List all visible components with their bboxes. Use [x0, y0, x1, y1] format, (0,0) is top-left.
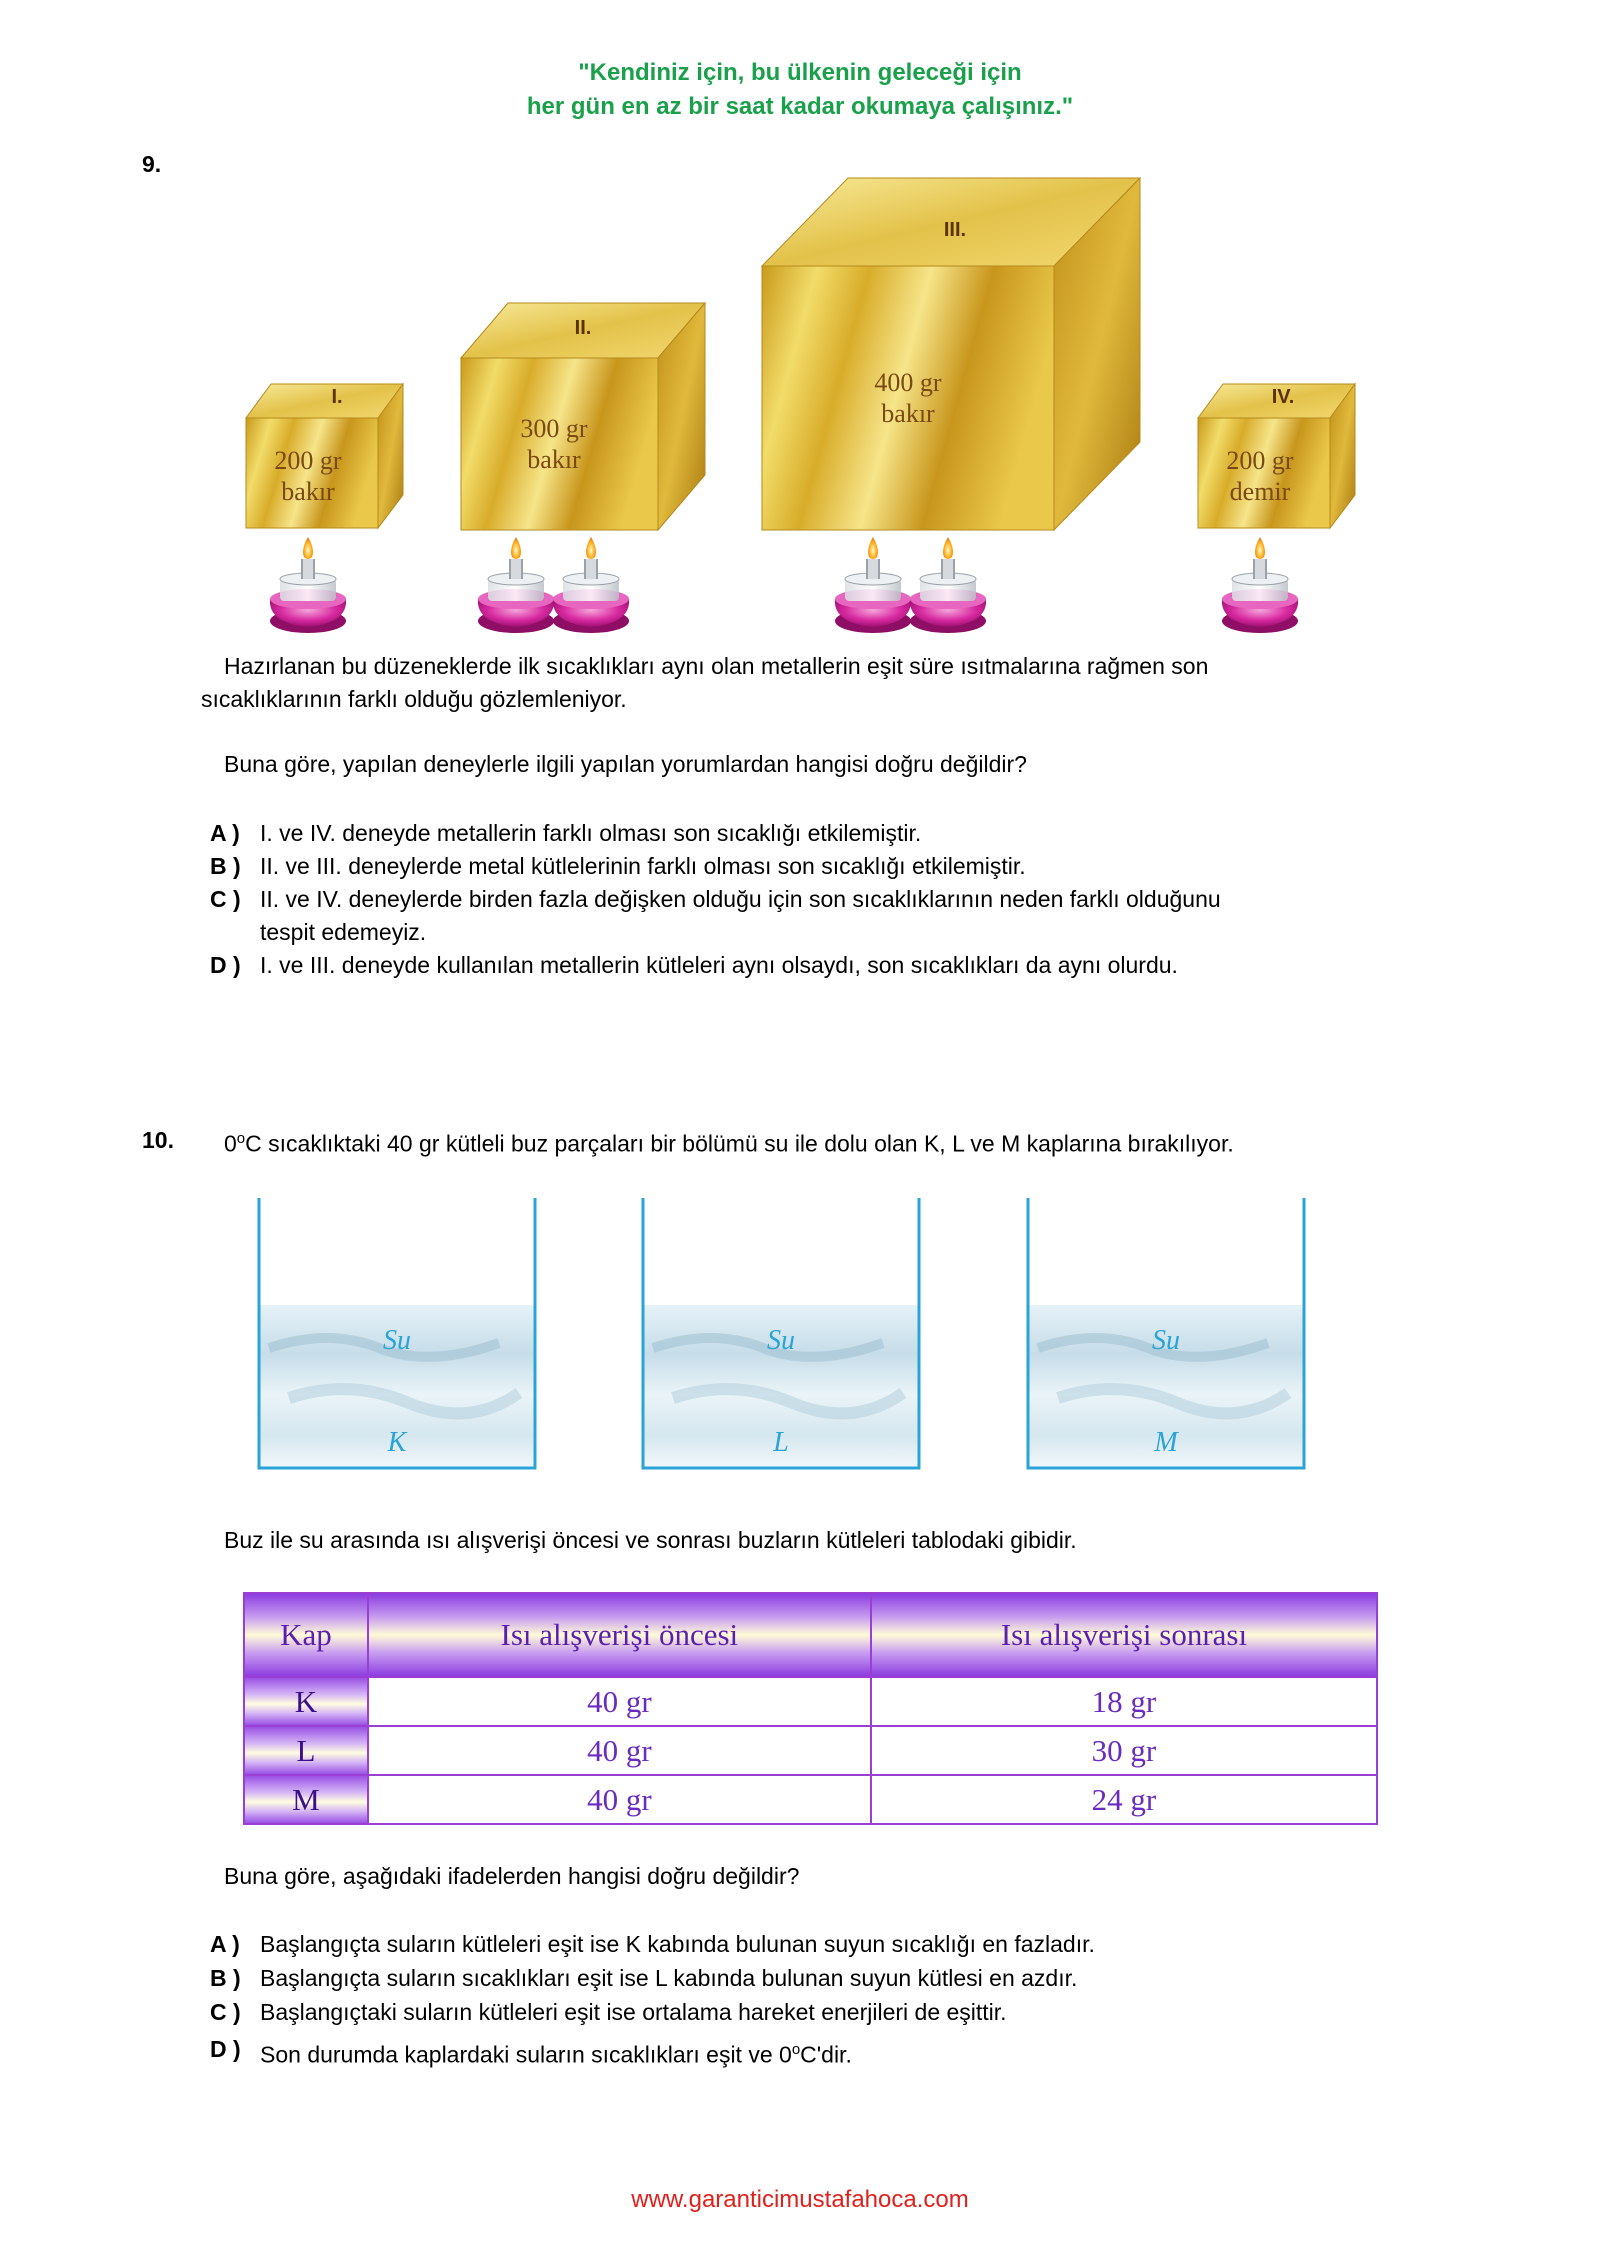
- table-row: [244, 1726, 1377, 1775]
- cube-3-mass: 400 gr: [874, 368, 942, 397]
- table-cell: 40 gr: [368, 1677, 871, 1726]
- q10-table-intro: Buz ile su arasında ısı alışverişi öncesi ve sonrası buzların kütleleri tablodaki gibidir.: [224, 1527, 1077, 1553]
- option-letter: C ): [210, 1999, 241, 2025]
- table-cell: 30 gr: [871, 1726, 1377, 1775]
- option-text: II. ve III. deneylerde metal kütlelerinin farklı olması son sıcaklığı etkilemiştir.: [260, 853, 1026, 879]
- table-row: [244, 1677, 1377, 1726]
- cube-2-roman: II.: [574, 317, 592, 339]
- cube-3-metal: bakır: [881, 399, 935, 428]
- question-9-number: 9.: [142, 151, 162, 177]
- burner-3b: [910, 537, 986, 633]
- q10-beakers-figure: [0, 1180, 1600, 1500]
- table-header-cell: Isı alışverişi öncesi: [368, 1593, 871, 1677]
- ice-mass-table: [243, 1592, 1378, 1825]
- cube-1-metal: bakır: [281, 477, 335, 506]
- option-letter: D ): [210, 2036, 241, 2062]
- table-cell: L: [244, 1726, 368, 1775]
- table-cell: M: [244, 1775, 368, 1824]
- cube-3-roman: III.: [943, 219, 967, 241]
- beaker-l-water-label: Su: [767, 1325, 795, 1356]
- option-text-continued: tespit edemeyiz.: [260, 919, 427, 945]
- table-cell: 18 gr: [871, 1677, 1377, 1726]
- cube-4-roman: IV.: [1271, 386, 1295, 408]
- beaker-l: [643, 1198, 919, 1468]
- option-text: Başlangıçta suların sıcaklıkları eşit ise L kabında bulunan suyun kütlesi en azdır.: [260, 1965, 1078, 1991]
- q9-stem-line-1: Hazırlanan bu düzeneklerde ilk sıcaklıkları aynı olan metallerin eşit süre ısıtmalarına rağmen son: [224, 653, 1209, 679]
- table-row: [244, 1775, 1377, 1824]
- option-text: I. ve III. deneyde kullanılan metallerin kütleleri aynı olsaydı, son sıcaklıkları da aynı olurdu.: [260, 952, 1178, 978]
- beaker-k: [259, 1198, 535, 1468]
- option-text: I. ve IV. deneyde metallerin farklı olması son sıcaklığı etkilemiştir.: [260, 820, 922, 846]
- cube-4: [1198, 384, 1355, 528]
- beaker-m-water-label: Su: [1152, 1325, 1180, 1356]
- table-cell: 40 gr: [368, 1726, 871, 1775]
- table-header-row: [244, 1593, 1377, 1677]
- burner-1: [270, 537, 346, 633]
- cube-4-metal: demir: [1229, 477, 1291, 506]
- cube-3: [762, 178, 1140, 530]
- q9-stem-line-2: sıcaklıklarının farklı olduğu gözlemleniyor.: [201, 686, 627, 712]
- motto-line-2: her gün en az bir saat kadar okumaya çalışınız.": [526, 93, 1074, 120]
- table-cell: 40 gr: [368, 1775, 871, 1824]
- cube-2-mass: 300 gr: [520, 414, 588, 443]
- burner-3a: [835, 537, 911, 633]
- table-header-cell: Isı alışverişi sonrası: [871, 1593, 1377, 1677]
- table-header-cell: Kap: [244, 1593, 368, 1677]
- beaker-k-water-label: Su: [383, 1325, 411, 1356]
- option-letter: B ): [210, 853, 241, 879]
- beaker-m: [1028, 1198, 1304, 1468]
- cube-1: [246, 384, 403, 528]
- beaker-m-name: M: [1154, 1427, 1178, 1458]
- cube-1-mass: 200 gr: [274, 446, 342, 475]
- burner-4: [1222, 537, 1298, 633]
- footer-url-link[interactable]: www.garanticimustafahoca.com: [631, 2186, 969, 2213]
- cube-2-metal: bakır: [527, 445, 581, 474]
- table-cell: K: [244, 1677, 368, 1726]
- q10-stem: 0$^o$C sıcaklıktaki 40 gr kütleli buz parçaları bir bölümü su ile dolu olan K, L ve M kaplarına bırakılıyor.: [224, 1130, 1234, 1157]
- option-letter: A ): [210, 820, 240, 846]
- question-10-number: 10.: [142, 1127, 174, 1153]
- q9-question: Buna göre, yapılan deneylerle ilgili yapılan yorumlardan hangisi doğru değildir?: [224, 751, 1027, 777]
- option-text: Başlangıçta suların kütleleri eşit ise K kabında bulunan suyun sıcaklığı en fazladır.: [260, 1931, 1095, 1957]
- q10-question: Buna göre, aşağıdaki ifadelerden hangisi doğru değildir?: [224, 1863, 800, 1889]
- option-letter: C ): [210, 886, 241, 912]
- cube-4-mass: 200 gr: [1226, 446, 1294, 475]
- option-letter: B ): [210, 1965, 241, 1991]
- beaker-l-name: L: [773, 1427, 789, 1458]
- burner-2b: [553, 537, 629, 633]
- motto-line-1: "Kendiniz için, bu ülkenin geleceği için: [578, 59, 1022, 86]
- option-letter: A ): [210, 1931, 240, 1957]
- option-letter: D ): [210, 952, 241, 978]
- table-cell: 24 gr: [871, 1775, 1377, 1824]
- burner-2a: [478, 537, 554, 633]
- cube-1-roman: I.: [331, 386, 343, 408]
- option-text: Son durumda kaplardaki suların sıcaklıkları eşit ve 0$^o$C'dir.: [260, 2041, 852, 2068]
- cube-2: [461, 303, 705, 530]
- option-text: Başlangıçtaki suların kütleleri eşit ise ortalama hareket enerjileri de eşittir.: [260, 1999, 1007, 2025]
- q9-experiment-figure: [0, 0, 1600, 660]
- beaker-k-name: K: [387, 1427, 407, 1458]
- option-text: II. ve IV. deneylerde birden fazla değişken olduğu için son sıcaklıklarının neden farklı olduğunu: [260, 886, 1221, 912]
